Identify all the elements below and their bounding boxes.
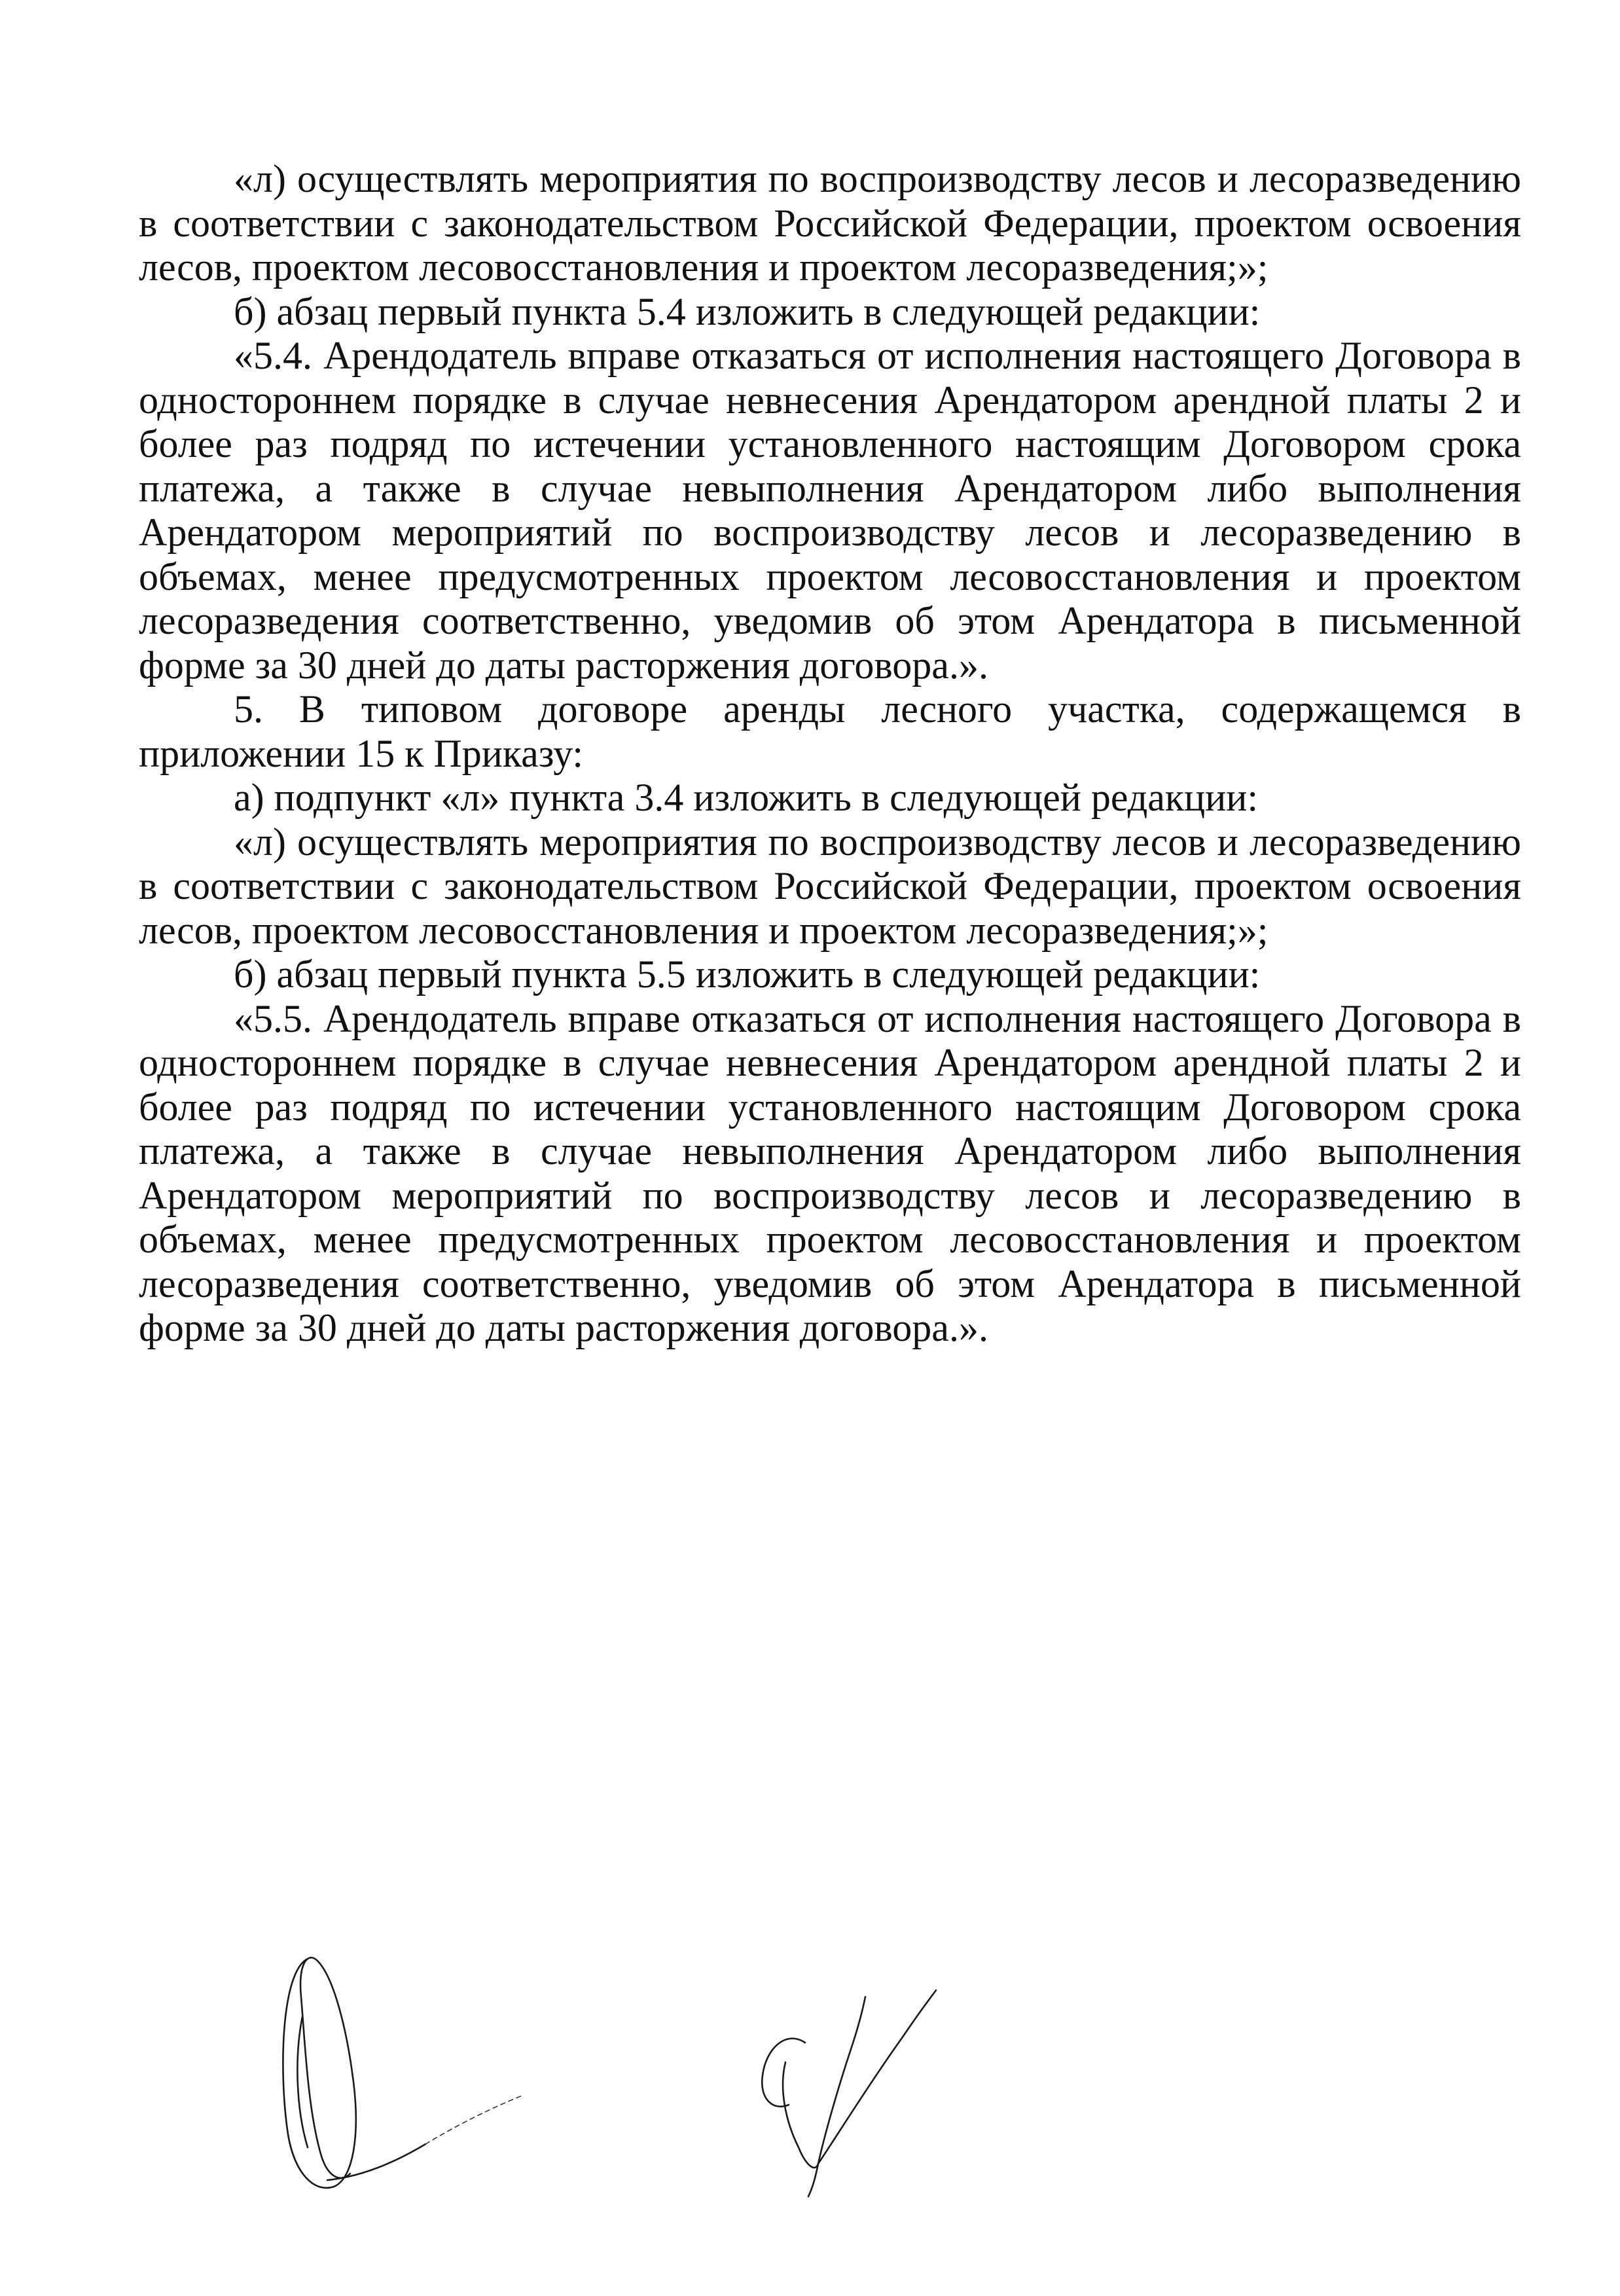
paragraph-l-subclause-repeat: «л) осуществлять мероприятия по воспроизводству лесов и лесоразведению в соответствии с законодательством Российской Федерации, проектом освоения лесов, проектом лесовосстановления и проектом лесоразведения;»; — [139, 820, 1521, 952]
document-body — [139, 157, 1521, 1351]
signatures-svg — [262, 1938, 1047, 2213]
paragraph-clause-5-4-text: «5.4. Арендодатель вправе отказаться от исполнения настоящего Договора в одностороннем порядке в случае невнесения Арендатором арендной платы 2 и более раз подряд по истечении установленного настоящим Договором срока платежа, а также в случае невыполнения Арендатором либо выполнения Арендатором мероприятий по воспроизводству лесов и лесоразведению в объемах, менее предусмотренных проектом лесовосстановления и проектом лесоразведения соответственно, уведомив об этом Арендатора в письменной форме за 30 дней до даты расторжения договора.». — [139, 334, 1521, 687]
signatures-area — [262, 1938, 1047, 2213]
paragraph-b-clause-5-5: б) абзац первый пункта 5.5 изложить в следующей редакции: — [234, 953, 1261, 996]
paragraph-clause-5-5-text: «5.5. Арендодатель вправе отказаться от исполнения настоящего Договора в одностороннем порядке в случае невнесения Арендатором арендной платы 2 и более раз подряд по истечении установленного настоящим Договором срока платежа, а также в случае невыполнения Арендатором либо выполнения Арендатором мероприятий по воспроизводству лесов и лесоразведению в объемах, менее предусмотренных проектом лесовосстановления и проектом лесоразведения соответственно, уведомив об этом Арендатора в письменной форме за 30 дней до даты расторжения договора.». — [139, 996, 1521, 1349]
signature-left — [283, 1958, 524, 2188]
paragraph-l-subclause: «л) осуществлять мероприятия по воспроизводству лесов и лесоразведению в соответствии с законодательством Российской Федерации, проектом освоения лесов, проектом лесовосстановления и проектом лесоразведения;»; — [139, 157, 1521, 289]
signature-right — [762, 1990, 936, 2196]
paragraph-a-subclause-3-4: а) подпункт «л» пункта 3.4 изложить в следующей редакции: — [234, 776, 1259, 819]
paragraph-item-5: 5. В типовом договоре аренды лесного участка, содержащемся в приложении 15 к Приказу: — [139, 687, 1521, 775]
paragraph-b-clause-5-4: б) абзац первый пункта 5.4 изложить в следующей редакции: — [234, 289, 1261, 333]
